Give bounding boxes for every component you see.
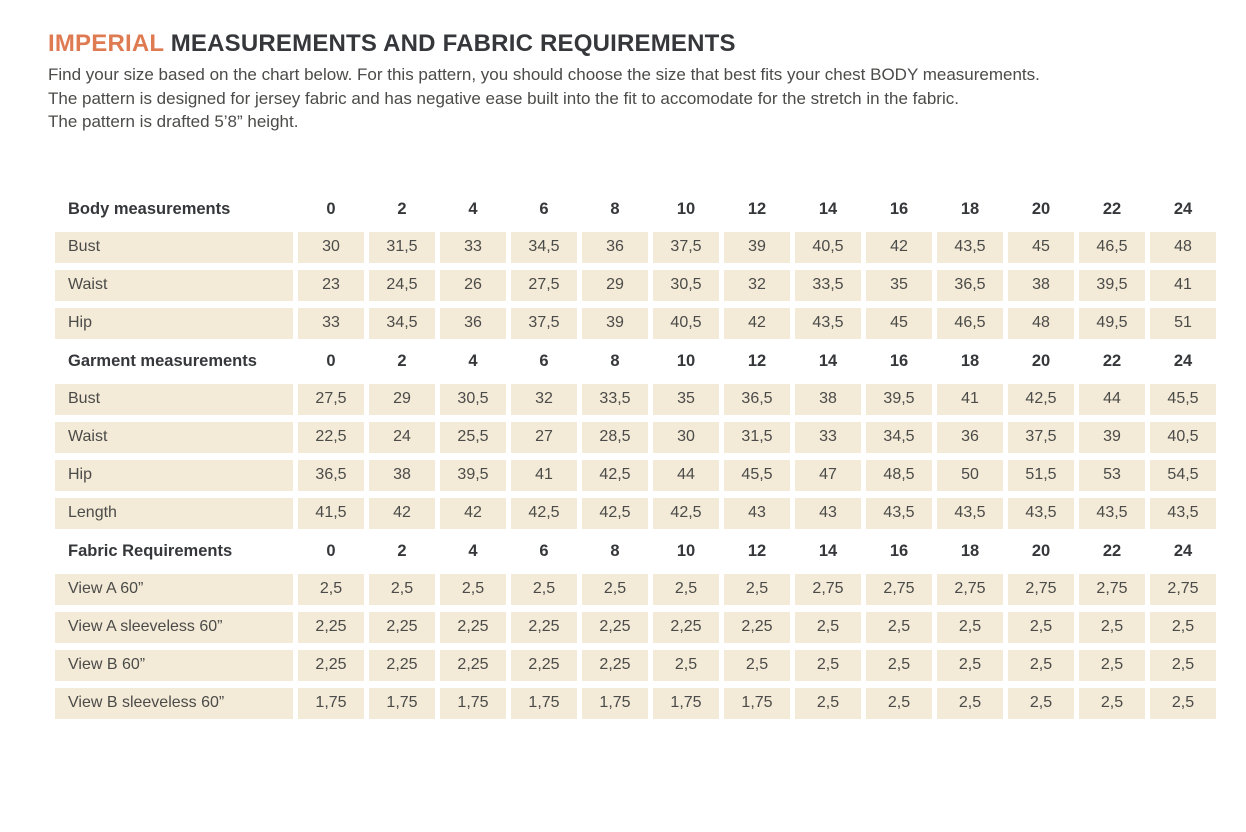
value-cell: 2,5 — [1008, 650, 1074, 681]
value-cell: 32 — [511, 384, 577, 415]
value-cell: 36,5 — [937, 270, 1003, 301]
value-cell: 2,5 — [795, 612, 861, 643]
size-header-cell: 22 — [1102, 199, 1122, 218]
value-cell: 36,5 — [298, 460, 364, 491]
value-cell: 2,5 — [1150, 688, 1216, 719]
size-header-cell: 16 — [889, 199, 909, 218]
value-cell: 45,5 — [724, 460, 790, 491]
value-cell: 22,5 — [298, 422, 364, 453]
value-cell: 2,5 — [653, 574, 719, 605]
row-label: Length — [55, 498, 293, 529]
value-cell: 2,75 — [1079, 574, 1145, 605]
value-cell: 46,5 — [937, 308, 1003, 339]
value-cell: 28,5 — [582, 422, 648, 453]
value-cell: 27 — [511, 422, 577, 453]
value-cell: 2,25 — [511, 650, 577, 681]
size-table — [55, 194, 1216, 719]
value-cell: 2,25 — [440, 612, 506, 643]
value-cell: 29 — [582, 270, 648, 301]
value-cell: 42 — [866, 232, 932, 263]
value-cell: 51,5 — [1008, 460, 1074, 491]
row-label: View A 60” — [55, 574, 293, 605]
value-cell: 2,5 — [1008, 688, 1074, 719]
value-cell: 24,5 — [369, 270, 435, 301]
value-cell: 30,5 — [440, 384, 506, 415]
value-cell: 38 — [1008, 270, 1074, 301]
row-label: View B 60” — [55, 650, 293, 681]
value-cell: 2,5 — [369, 574, 435, 605]
size-header-cell: 0 — [326, 541, 336, 560]
value-cell: 34,5 — [511, 232, 577, 263]
value-cell: 2,5 — [724, 650, 790, 681]
value-cell: 42,5 — [1008, 384, 1074, 415]
value-cell: 40,5 — [795, 232, 861, 263]
section-header-label: Body measurements — [68, 199, 231, 218]
value-cell: 41 — [1150, 270, 1216, 301]
value-cell: 39,5 — [440, 460, 506, 491]
title-rest: MEASUREMENTS AND FABRIC REQUIREMENTS — [163, 30, 736, 57]
value-cell: 45 — [866, 308, 932, 339]
row-label: Bust — [55, 232, 293, 263]
value-cell: 2,5 — [653, 650, 719, 681]
value-cell: 31,5 — [724, 422, 790, 453]
value-cell: 33,5 — [795, 270, 861, 301]
value-cell: 2,25 — [653, 612, 719, 643]
value-cell: 43,5 — [1008, 498, 1074, 529]
size-header-cell: 8 — [610, 351, 620, 370]
value-cell: 43,5 — [866, 498, 932, 529]
size-header-cell: 2 — [397, 199, 407, 218]
intro-line-1: Find your size based on the chart below. For this pattern, you should choose the size that best fits your chest BODY measurements. — [48, 65, 1040, 84]
value-cell: 39 — [582, 308, 648, 339]
value-cell: 2,5 — [440, 574, 506, 605]
value-cell: 1,75 — [511, 688, 577, 719]
row-label: View B sleeveless 60” — [55, 688, 293, 719]
value-cell: 38 — [369, 460, 435, 491]
value-cell: 39,5 — [1079, 270, 1145, 301]
value-cell: 44 — [653, 460, 719, 491]
size-header-cell: 18 — [960, 351, 980, 370]
value-cell: 36 — [937, 422, 1003, 453]
value-cell: 42,5 — [582, 498, 648, 529]
size-header-cell: 20 — [1031, 351, 1051, 370]
size-header-cell: 18 — [960, 541, 980, 560]
value-cell: 42 — [724, 308, 790, 339]
value-cell: 1,75 — [440, 688, 506, 719]
value-cell: 33,5 — [582, 384, 648, 415]
size-header-cell: 20 — [1031, 541, 1051, 560]
value-cell: 2,5 — [582, 574, 648, 605]
value-cell: 36 — [440, 308, 506, 339]
value-cell: 33 — [795, 422, 861, 453]
value-cell: 2,5 — [1150, 612, 1216, 643]
size-header-cell: 22 — [1102, 541, 1122, 560]
value-cell: 27,5 — [511, 270, 577, 301]
size-header-cell: 6 — [539, 351, 549, 370]
size-header-cell: 16 — [889, 351, 909, 370]
section-header-label: Garment measurements — [68, 351, 257, 370]
value-cell: 36 — [582, 232, 648, 263]
value-cell: 1,75 — [724, 688, 790, 719]
value-cell: 23 — [298, 270, 364, 301]
value-cell: 50 — [937, 460, 1003, 491]
value-cell: 32 — [724, 270, 790, 301]
size-header-cell: 16 — [889, 541, 909, 560]
size-header-cell: 12 — [747, 199, 767, 218]
value-cell: 2,75 — [1008, 574, 1074, 605]
value-cell: 26 — [440, 270, 506, 301]
value-cell: 41,5 — [298, 498, 364, 529]
value-cell: 29 — [369, 384, 435, 415]
value-cell: 30 — [298, 232, 364, 263]
section-header-label: Fabric Requirements — [68, 541, 233, 560]
intro-text — [48, 63, 1198, 134]
size-header-cell: 24 — [1173, 541, 1193, 560]
value-cell: 43,5 — [795, 308, 861, 339]
value-cell: 34,5 — [369, 308, 435, 339]
value-cell: 31,5 — [369, 232, 435, 263]
value-cell: 36,5 — [724, 384, 790, 415]
size-header-cell: 4 — [468, 351, 478, 370]
row-label: Waist — [55, 422, 293, 453]
value-cell: 2,25 — [298, 650, 364, 681]
row-label: Hip — [55, 460, 293, 491]
size-header-cell: 8 — [610, 541, 620, 560]
value-cell: 54,5 — [1150, 460, 1216, 491]
size-header-cell: 10 — [676, 541, 696, 560]
row-label: Waist — [55, 270, 293, 301]
size-header-cell: 18 — [960, 199, 980, 218]
row-label: Bust — [55, 384, 293, 415]
value-cell: 43,5 — [1150, 498, 1216, 529]
value-cell: 2,25 — [298, 612, 364, 643]
value-cell: 45,5 — [1150, 384, 1216, 415]
value-cell: 2,5 — [1079, 688, 1145, 719]
value-cell: 30 — [653, 422, 719, 453]
value-cell: 39 — [724, 232, 790, 263]
size-header-cell: 20 — [1031, 199, 1051, 218]
size-header-cell: 6 — [539, 199, 549, 218]
size-header-cell: 12 — [747, 351, 767, 370]
value-cell: 1,75 — [653, 688, 719, 719]
value-cell: 42 — [440, 498, 506, 529]
value-cell: 2,75 — [795, 574, 861, 605]
row-label: View A sleeveless 60” — [55, 612, 293, 643]
value-cell: 2,25 — [511, 612, 577, 643]
value-cell: 53 — [1079, 460, 1145, 491]
value-cell: 37,5 — [653, 232, 719, 263]
value-cell: 48 — [1008, 308, 1074, 339]
size-header-cell: 4 — [468, 199, 478, 218]
size-header-cell: 0 — [326, 199, 336, 218]
size-header-cell: 0 — [326, 351, 336, 370]
value-cell: 2,25 — [582, 612, 648, 643]
value-cell: 42 — [369, 498, 435, 529]
value-cell: 48,5 — [866, 460, 932, 491]
value-cell: 2,5 — [937, 688, 1003, 719]
value-cell: 40,5 — [653, 308, 719, 339]
value-cell: 27,5 — [298, 384, 364, 415]
value-cell: 51 — [1150, 308, 1216, 339]
size-header-cell: 24 — [1173, 351, 1193, 370]
intro-line-3: The pattern is drafted 5’8” height. — [48, 112, 299, 131]
value-cell: 2,5 — [795, 688, 861, 719]
size-header-cell: 6 — [539, 541, 549, 560]
value-cell: 2,5 — [937, 650, 1003, 681]
value-cell: 35 — [866, 270, 932, 301]
value-cell: 48 — [1150, 232, 1216, 263]
value-cell: 42,5 — [653, 498, 719, 529]
value-cell: 42,5 — [511, 498, 577, 529]
value-cell: 47 — [795, 460, 861, 491]
value-cell: 2,5 — [1150, 650, 1216, 681]
size-header-cell: 14 — [818, 351, 838, 370]
value-cell: 46,5 — [1079, 232, 1145, 263]
value-cell: 33 — [298, 308, 364, 339]
size-header-cell: 14 — [818, 541, 838, 560]
size-header-cell: 10 — [676, 351, 696, 370]
size-header-cell: 14 — [818, 199, 838, 218]
value-cell: 24 — [369, 422, 435, 453]
value-cell: 2,5 — [1079, 650, 1145, 681]
value-cell: 2,25 — [369, 612, 435, 643]
title-highlight: IMPERIAL — [48, 30, 164, 57]
size-header-cell: 10 — [676, 199, 696, 218]
size-header-cell: 4 — [468, 541, 478, 560]
value-cell: 43,5 — [937, 232, 1003, 263]
value-cell: 2,75 — [1150, 574, 1216, 605]
intro-line-2: The pattern is designed for jersey fabric and has negative ease built into the fit to accomodate for the stretch in the fabric. — [48, 88, 959, 108]
value-cell: 2,25 — [582, 650, 648, 681]
value-cell: 35 — [653, 384, 719, 415]
value-cell: 49,5 — [1079, 308, 1145, 339]
value-cell: 43,5 — [1079, 498, 1145, 529]
value-cell: 41 — [511, 460, 577, 491]
size-header-cell: 2 — [397, 541, 407, 560]
value-cell: 2,5 — [866, 688, 932, 719]
value-cell: 33 — [440, 232, 506, 263]
value-cell: 2,25 — [369, 650, 435, 681]
size-header-cell: 12 — [747, 541, 767, 560]
value-cell: 45 — [1008, 232, 1074, 263]
size-header-cell: 22 — [1102, 351, 1122, 370]
value-cell: 2,5 — [511, 574, 577, 605]
value-cell: 30,5 — [653, 270, 719, 301]
value-cell: 41 — [937, 384, 1003, 415]
value-cell: 2,5 — [795, 650, 861, 681]
value-cell: 2,25 — [440, 650, 506, 681]
value-cell: 39,5 — [866, 384, 932, 415]
value-cell: 43,5 — [937, 498, 1003, 529]
value-cell: 1,75 — [369, 688, 435, 719]
value-cell: 2,75 — [937, 574, 1003, 605]
value-cell: 2,25 — [724, 612, 790, 643]
value-cell: 40,5 — [1150, 422, 1216, 453]
size-header-cell: 24 — [1173, 199, 1193, 218]
value-cell: 2,5 — [724, 574, 790, 605]
value-cell: 34,5 — [866, 422, 932, 453]
value-cell: 2,5 — [866, 612, 932, 643]
value-cell: 2,75 — [866, 574, 932, 605]
value-cell: 2,5 — [1079, 612, 1145, 643]
value-cell: 43 — [724, 498, 790, 529]
value-cell: 37,5 — [511, 308, 577, 339]
size-header-cell: 2 — [397, 351, 407, 370]
row-label: Hip — [55, 308, 293, 339]
value-cell: 37,5 — [1008, 422, 1074, 453]
value-cell: 2,5 — [1008, 612, 1074, 643]
value-cell: 1,75 — [582, 688, 648, 719]
size-header-cell: 8 — [610, 199, 620, 218]
value-cell: 42,5 — [582, 460, 648, 491]
value-cell: 2,5 — [866, 650, 932, 681]
value-cell: 38 — [795, 384, 861, 415]
value-cell: 1,75 — [298, 688, 364, 719]
value-cell: 2,5 — [937, 612, 1003, 643]
value-cell: 43 — [795, 498, 861, 529]
value-cell: 25,5 — [440, 422, 506, 453]
page-title — [48, 31, 1198, 56]
value-cell: 44 — [1079, 384, 1145, 415]
value-cell: 39 — [1079, 422, 1145, 453]
value-cell: 2,5 — [298, 574, 364, 605]
